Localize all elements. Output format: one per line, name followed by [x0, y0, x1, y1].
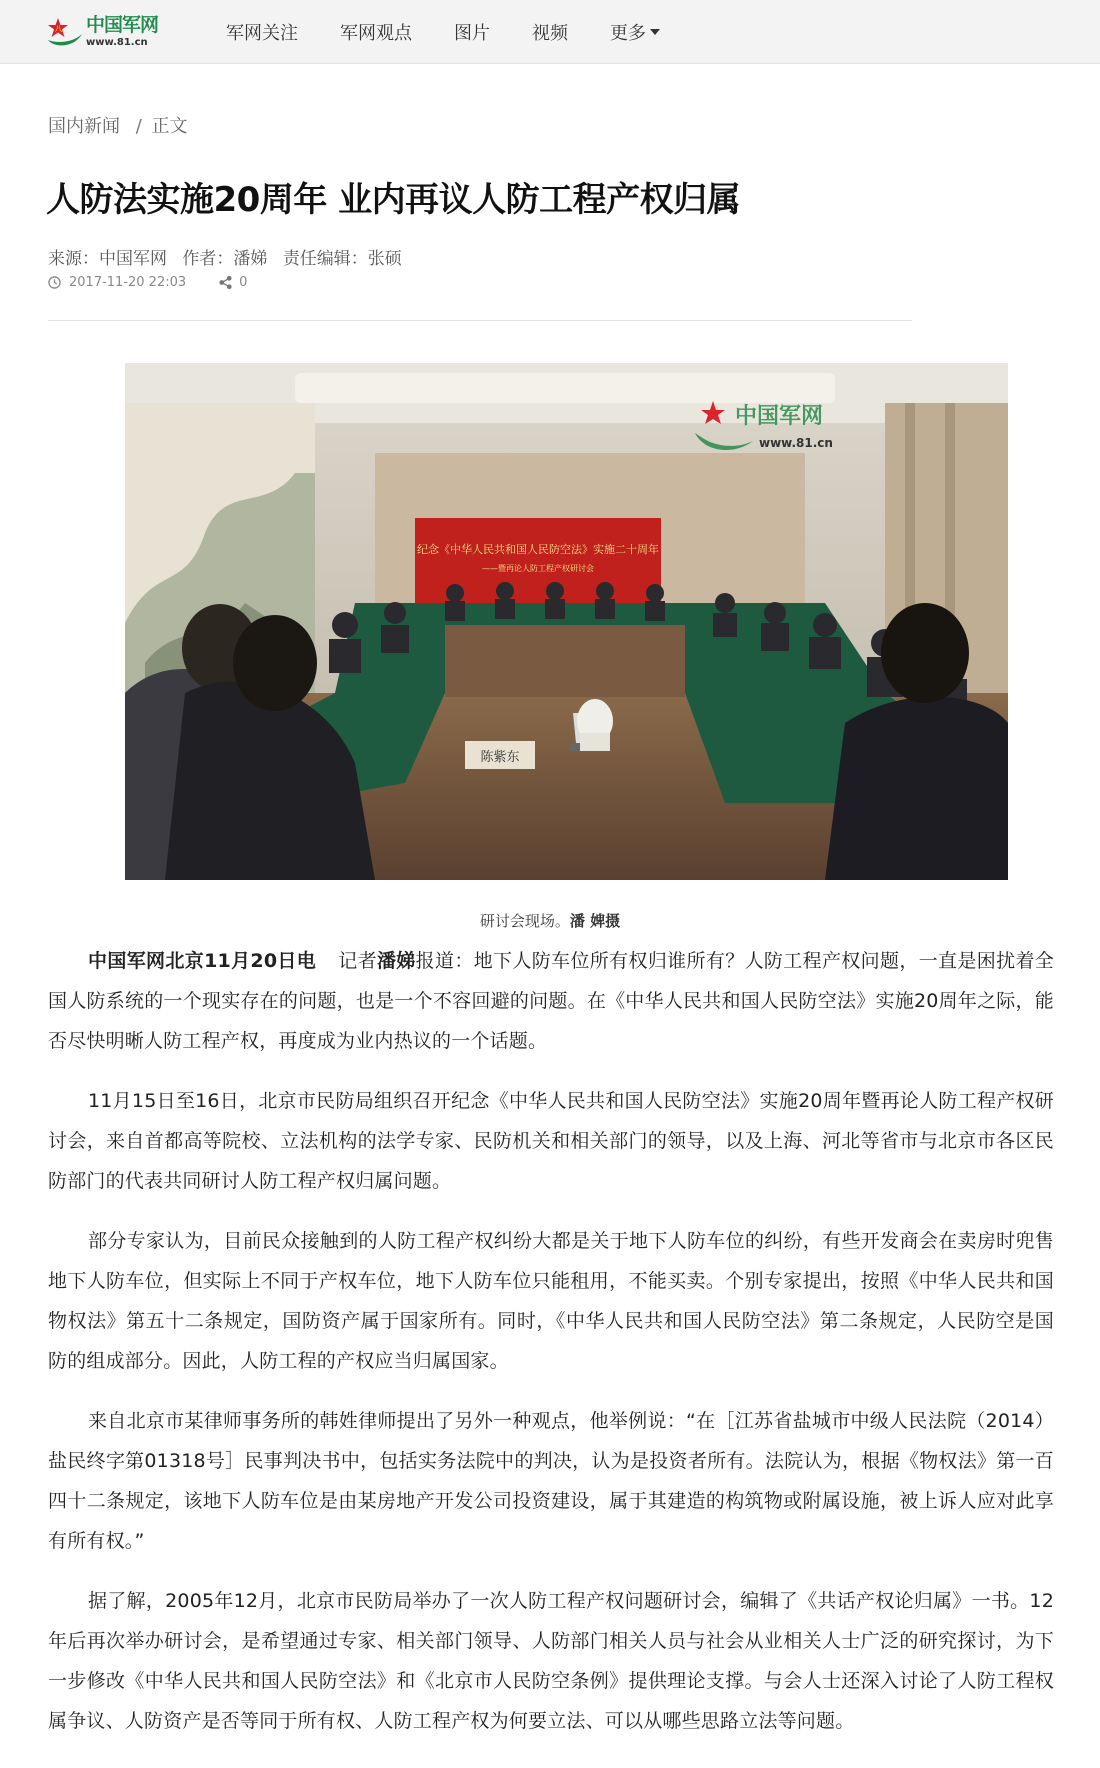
lead-reporter-prefix: 记者	[338, 950, 377, 972]
photo-banner-text: 纪念《中华人民共和国人民防空法》实施二十周年	[417, 543, 659, 556]
divider	[48, 320, 912, 321]
breadcrumb	[48, 112, 188, 138]
photo-caption	[0, 910, 1100, 931]
article-title: 人防法实施20周年 业内再议人防工程产权归属	[46, 180, 741, 220]
photo-nameplate-text: 陈紫东	[480, 750, 520, 765]
article-datetime: 2017-11-20 22:03	[69, 274, 187, 290]
nav-item-focus[interactable]: 军网关注	[226, 23, 298, 44]
article-editor: 责任编辑：张硕	[282, 249, 402, 269]
photo-banner-subtext: ——暨再论人防工程产权研讨会	[482, 564, 594, 573]
photo-watermark-url: www.81.cn	[759, 436, 833, 450]
share-icon[interactable]	[218, 275, 233, 290]
svg-text:八: 八	[55, 25, 62, 33]
article-body	[48, 941, 1054, 1761]
lead-reporter-name: 潘娣	[376, 950, 416, 972]
breadcrumb-current: 正文	[151, 116, 188, 137]
nav-item-video[interactable]: 视频	[532, 23, 568, 44]
article-paragraph: 11月15日至16日，北京市民防局组织召开纪念《中华人民共和国人民防空法》实施20周年暨再论人防工程产权研讨会，来自首都高等院校、立法机构的法学专家、民防机关和相关部门的领导，以及上海、河北等省市与北京市各区民防部门的代表共同研讨人防工程产权归属问题。	[48, 1090, 1054, 1192]
top-navigation-bar	[0, 0, 1100, 64]
clock-icon	[48, 276, 61, 289]
nav-item-opinion[interactable]: 军网观点	[340, 23, 412, 44]
site-logo-icon	[44, 14, 84, 50]
article-paragraph: 据了解，2005年12月，北京市民防局举办了一次人防工程产权问题研讨会，编辑了《共话产权论归属》一书。12年后再次举办研讨会，是希望通过专家、相关部门领导、人防部门相关人员与社会从业相关人士广泛的研究探讨，为下一步修改《中华人民共和国人民防空法》和《北京市人民防空条例》提供理论支撑。与会人士还深入讨论了人防工程权属争议、人防资产是否等同于所有权、人防工程产权为何要立法、可以从哪些思路立法等问题。	[48, 1590, 1054, 1732]
nav-more-label: 更多	[610, 23, 646, 44]
article-paragraph: 部分专家认为，目前民众接触到的人防工程产权纠纷大都是关于地下人防车位的纠纷，有些开发商会在卖房时兜售地下人防车位，但实际上不同于产权车位，地下人防车位只能租用，不能买卖。个别专家提出，按照《中华人民共和国物权法》第五十二条规定，国防资产属于国家所有。同时，《中华人民共和国人民防空法》第二条规定，人民防空是国防的组成部分。因此，人防工程的产权应当归属国家。	[48, 1230, 1054, 1372]
logo-name: 中国军网	[86, 14, 159, 36]
article-author: 作者：潘娣	[182, 249, 268, 269]
main-nav	[226, 0, 702, 64]
nav-item-pictures[interactable]: 图片	[454, 23, 490, 44]
caption-text: 研讨会现场。	[479, 912, 570, 930]
article-meta	[48, 244, 412, 269]
lead-body: 报道：地下人防车位所有权归谁所有？人防工程产权问题，一直是困扰着全国人防系统的一个现实存在的问题，也是一个不容回避的问题。在《中华人民共和国人民防空法》实施20周年之际，能否尽快明晰人防工程产权，再度成为业内热议的一个话题。	[48, 950, 1054, 1052]
logo-url: www.81.cn	[86, 37, 148, 48]
chevron-down-icon	[650, 29, 660, 35]
article-photo	[125, 363, 1008, 880]
caption-credit: 潘 婢摄	[569, 912, 621, 930]
site-logo[interactable]	[44, 14, 174, 50]
share-count: 0	[239, 274, 248, 290]
article-paragraph: 来自北京市某律师事务所的韩姓律师提出了另外一种观点，他举例说：“在［江苏省盐城市中级人民法院（2014）盐民终字第01318号］民事判决书中，包括实务法院中的判决，认为是投资者所有。法院认为，根据《物权法》第一百四十二条规定，该地下人防车位是由某房地产开发公司投资建设，属于其建造的构筑物或附属设施，被上诉人应对此享有所有权。”	[48, 1410, 1054, 1552]
lead-dateline: 中国军网北京11月20日电	[88, 950, 317, 972]
article-paragraph	[48, 941, 1054, 1061]
meeting-photo-illustration	[125, 363, 1008, 880]
nav-item-more[interactable]	[610, 19, 660, 45]
breadcrumb-separator: /	[135, 116, 142, 137]
article-source: 来源：中国军网	[48, 249, 167, 269]
breadcrumb-section[interactable]: 国内新闻	[48, 116, 120, 137]
article-info	[48, 273, 247, 291]
photo-watermark-name: 中国军网	[735, 404, 824, 429]
